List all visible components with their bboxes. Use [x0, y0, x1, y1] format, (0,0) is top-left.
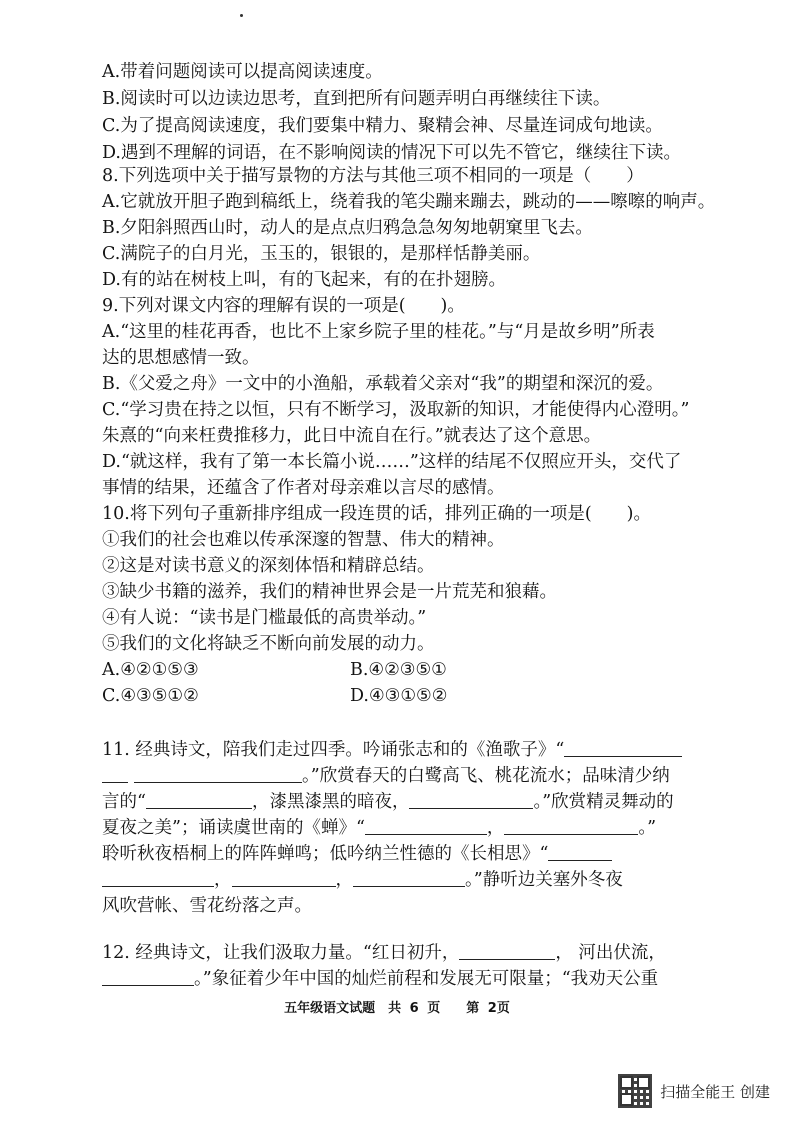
q11-line1	[102, 738, 692, 762]
q11-blank-3a[interactable]	[146, 790, 252, 809]
q12-text-2: 。”象征着少年中国的灿烂前程和发展无可限量；“我劝天公重	[194, 969, 659, 989]
scan-speck	[240, 14, 243, 17]
q11-blank-1[interactable]	[564, 738, 682, 757]
q10-option-b: B.④②③⑤①	[350, 660, 447, 680]
q11-line7: 风吹营帐、雪花纷落之声。	[102, 896, 312, 916]
q10-sentence-3: ③缺少书籍的滋养，我们的精神世界会是一片荒芜和狼藉。	[102, 582, 557, 602]
q9-option-d-line1: D.“就这样，我有了第一本长篇小说……”这样的结尾不仅照应开头，交代了	[102, 452, 682, 472]
q11-text-5: 聆听秋夜梧桐上的阵阵蝉鸣；低吟纳兰性德的《长相思》“	[102, 844, 549, 864]
q11-blank-4a[interactable]	[365, 816, 487, 835]
qr-code-icon	[618, 1074, 652, 1108]
q9-option-b: B.《父爱之舟》一文中的小渔船，承载着父亲对“我”的期望和深沉的爱。	[102, 374, 664, 394]
q12-line2	[102, 967, 692, 991]
q10-option-c: C.④③⑤①②	[102, 686, 199, 706]
q11-line3	[102, 790, 692, 814]
q11-text-3a: 言的“	[102, 792, 146, 812]
page-footer: 五年级语文试题 共 6 页 第 2页	[284, 1001, 510, 1016]
q7-option-a: A.带着问题阅读可以提高阅读速度。	[102, 62, 383, 82]
q11-line5	[102, 842, 692, 866]
q11-text-1: 11. 经典诗文，陪我们走过四季。吟诵张志和的《渔歌子》“	[102, 740, 565, 760]
q9-stem: 9.下列对课文内容的理解有误的一项是( )。	[102, 296, 465, 316]
q9-option-a-line1: A.“这里的桂花再香，也比不上家乡院子里的桂花。”与“月是故乡明”所表	[102, 322, 655, 342]
q11-line4	[102, 816, 692, 840]
q11-text-6c: 。”静听边关塞外冬夜	[465, 870, 623, 890]
q11-blank-2b[interactable]	[134, 764, 302, 783]
q10-stem: 10.将下列句子重新排序组成一段连贯的话，排列正确的一项是( )。	[102, 504, 651, 524]
q11-text-6a: ，	[214, 870, 232, 890]
q11-line2	[102, 764, 692, 788]
q9-option-c-line2: 朱熹的“向来枉费推移力，此日中流自在行。”就表达了这个意思。	[102, 426, 602, 446]
scanner-watermark	[618, 1074, 770, 1108]
q10-option-d: D.④③①⑤②	[350, 686, 448, 706]
q11-blank-4b[interactable]	[504, 816, 638, 835]
q11-text-4b: ，	[486, 818, 505, 838]
q11-text-4a: 夏夜之美”；诵读虞世南的《蝉》“	[102, 818, 365, 838]
q10-sentence-2: ②这是对读书意义的深刻体悟和精辟总结。	[102, 556, 435, 576]
q11-line6	[102, 868, 692, 892]
q10-sentence-4: ④有人说：“读书是门槛最低的高贵举动。”	[102, 608, 427, 628]
q12-line1	[102, 941, 692, 965]
q7-option-c: C.为了提高阅读速度，我们要集中精力、聚精会神、尽量连词成句地读。	[102, 116, 663, 136]
q7-option-d: D.遇到不理解的词语，在不影响阅读的情况下可以先不管它，继续往下读。	[102, 143, 681, 163]
q8-option-a: A.它就放开胆子跑到稿纸上，绕着我的笔尖蹦来蹦去，跳动的——嚓嚓的响声。	[102, 192, 716, 212]
q10-sentence-5: ⑤我们的文化将缺乏不断向前发展的动力。	[102, 634, 435, 654]
q12-blank-1[interactable]	[459, 941, 555, 960]
q11-blank-3b[interactable]	[409, 790, 533, 809]
q10-option-a: A.④②①⑤③	[102, 660, 199, 680]
q9-option-d-line2: 事情的结果，还蕴含了作者对母亲难以言尽的感情。	[102, 478, 505, 498]
q7-option-b: B.阅读时可以边读边思考，直到把所有问题弄明白再继续往下读。	[102, 89, 611, 109]
watermark-text: 扫描全能王 创建	[660, 1082, 770, 1101]
q11-blank-6c[interactable]	[353, 868, 465, 887]
q11-text-4c: 。”	[638, 818, 657, 838]
q11-blank-6b[interactable]	[232, 868, 336, 887]
q11-blank-6a[interactable]	[102, 868, 214, 887]
q9-option-c-line1: C.“学习贵在持之以恒，只有不断学习，汲取新的知识，才能使得内心澄明。”	[102, 400, 690, 420]
q11-text-3b: ，漆黑漆黑的暗夜，	[251, 792, 410, 812]
q11-blank-5[interactable]	[548, 842, 612, 861]
q8-option-b: B.夕阳斜照西山时，动人的是点点归鸦急急匆匆地朝窠里飞去。	[102, 218, 593, 238]
q12-blank-2[interactable]	[102, 967, 194, 986]
q11-blank-2a[interactable]	[102, 764, 128, 783]
q8-option-c: C.满院子的白月光，玉玉的，银银的，是那样恬静美丽。	[102, 244, 541, 264]
q12-text-1b: ， 河出伏流，	[555, 943, 666, 963]
q12-text-1a: 12. 经典诗文，让我们汲取力量。“红日初升，	[102, 943, 460, 963]
q9-option-a-line2: 达的思想感情一致。	[102, 348, 260, 368]
q8-stem: 8.下列选项中关于描写景物的方法与其他三项不相同的一项是（ ）	[102, 166, 644, 186]
q11-text-6b: ，	[335, 870, 353, 890]
q11-text-3c: 。”欣赏精灵舞动的	[533, 792, 674, 812]
q10-sentence-1: ①我们的社会也难以传承深邃的智慧、伟大的精神。	[102, 530, 505, 550]
q11-text-2: 。”欣赏春天的白鹭高飞、桃花流水；品味清少纳	[302, 766, 670, 786]
q8-option-d: D.有的站在树枝上叫，有的飞起来，有的在扑翅膀。	[102, 270, 506, 290]
